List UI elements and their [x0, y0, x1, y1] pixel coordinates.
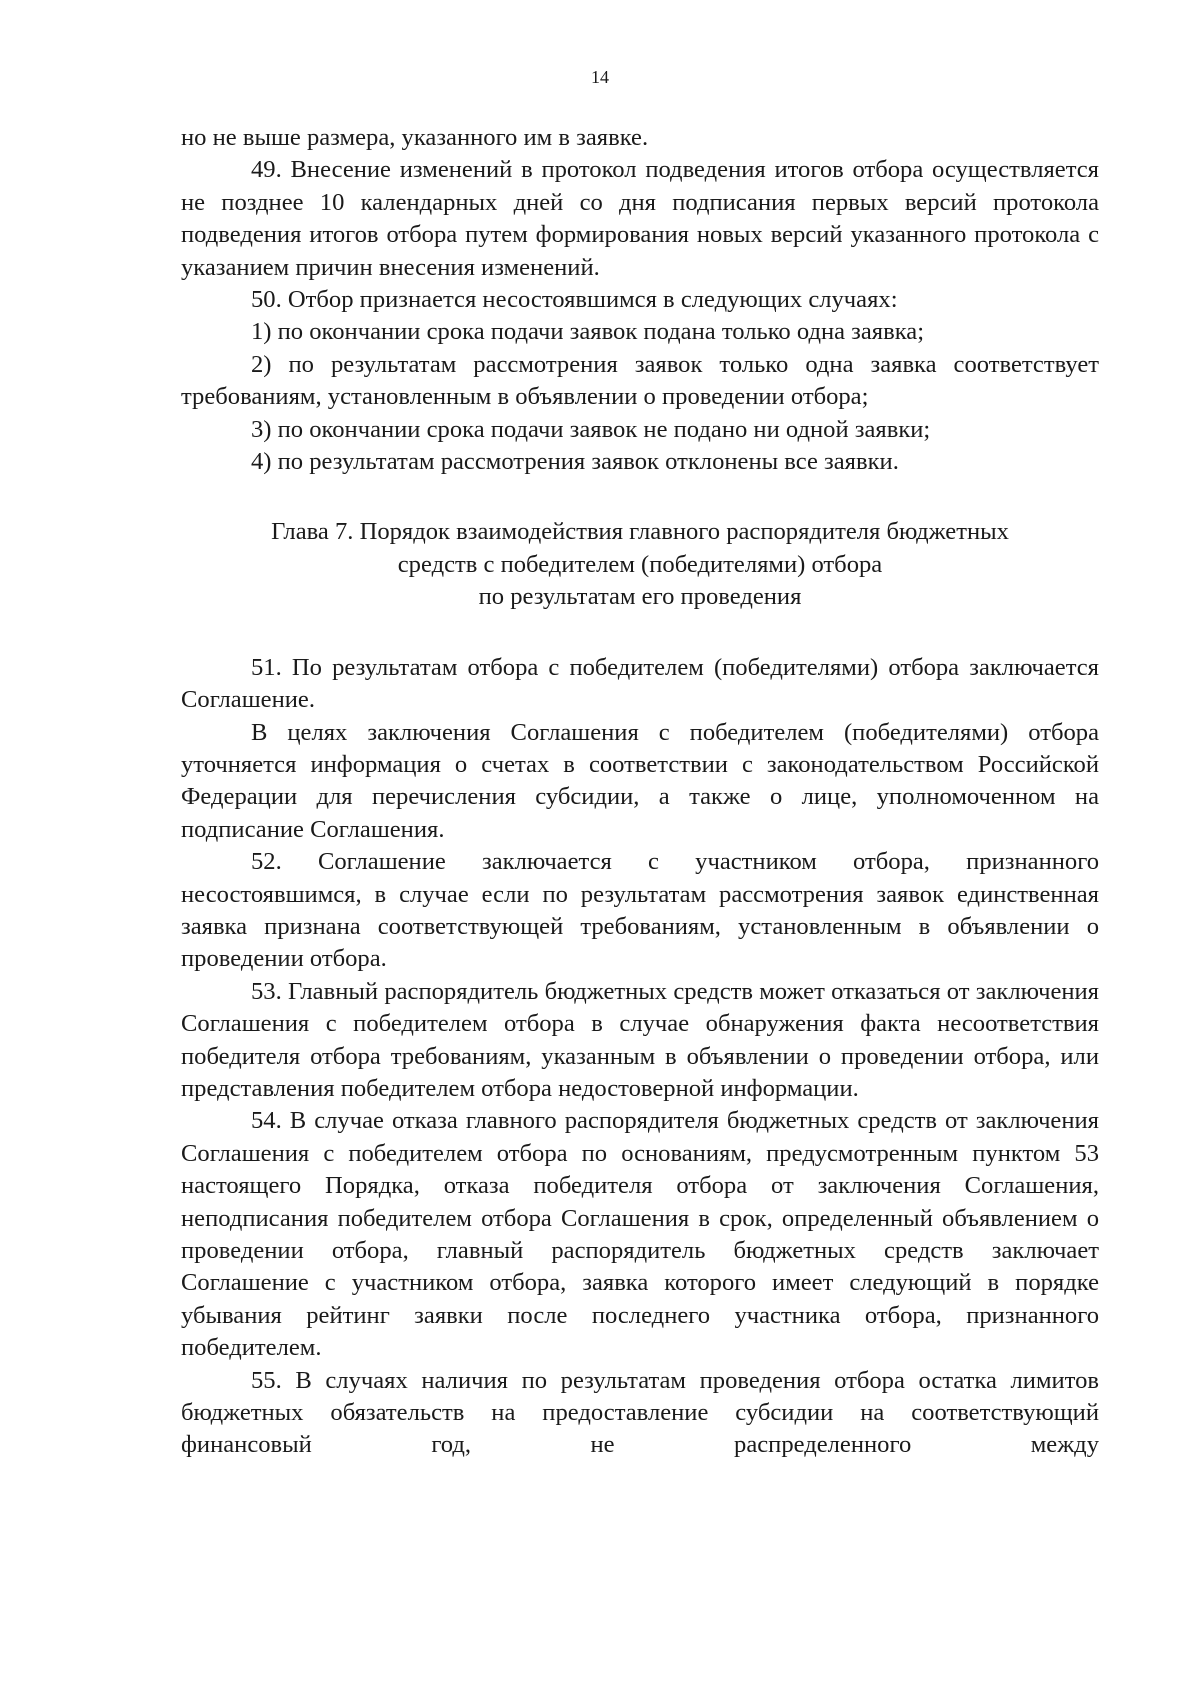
chapter-heading-line: Глава 7. Порядок взаимодействия главного распорядителя бюджетных	[271, 518, 1009, 546]
list-item-1: 1) по окончании срока подачи заявок подана только одна заявка;	[251, 318, 925, 346]
paragraphs-bottom	[181, 652, 1099, 1462]
paragraph: но не выше размера, указанного им в заявке.	[181, 124, 649, 151]
list-item-4: 4) по результатам рассмотрения заявок отклонены все заявки.	[251, 448, 899, 476]
paragraph-51: 51. По результатам отбора с победителем (победителями) отбора заключается Соглашение.	[181, 653, 1099, 714]
chapter-heading-line: по результатам его проведения	[478, 583, 802, 611]
paragraph-55: 55. В случаях наличия по результатам проведения отбора остатка лимитов бюджетных обязательств на предоставление субсидии на соответствующий финансовый год, не распределенного между	[181, 1366, 1099, 1459]
page-number: 14	[591, 67, 609, 87]
list-item-2: 2) по результатам рассмотрения заявок только одна заявка соответствует требованиям, установленным в объявлении о проведении отбора;	[181, 350, 1099, 411]
paragraph: В целях заключения Соглашения с победителем (победителями) отбора уточняется информация о счетах в соответствии с законодательством Российской Федерации для перечисления субсидии, а также о лице, уполномоченном на подписание Соглашения.	[181, 718, 1099, 843]
document-body	[181, 122, 1099, 1462]
paragraph-53: 53. Главный распорядитель бюджетных средств может отказаться от заключения Соглашения с победителем отбора в случае обнаружения факта несоответствия победителя отбора требованиям, указанным в объявлении о проведении отбора, или представления победителем отбора недостоверной информации.	[181, 977, 1099, 1102]
paragraph-49: 49. Внесение изменений в протокол подведения итогов отбора осуществляется не позднее 10 календарных дней со дня подписания первых версий протокола подведения итогов отбора путем формирования новых версий указанного протокола с указанием причин внесения изменений.	[181, 156, 1099, 281]
paragraph-54: 54. В случае отказа главного распорядителя бюджетных средств от заключения Соглашения с победителем отбора по основаниям, предусмотренным пунктом 53 настоящего Порядка, отказа победителя отбора от заключения Соглашения, неподписания победителем отбора Соглашения в срок, определенный объявлением о проведении отбора, главный распорядитель бюджетных средств заключает Соглашение с участником отбора, заявка которого имеет следующий в порядке убывания рейтинг заявки после последнего участника отбора, признанного победителем.	[181, 1107, 1099, 1362]
paragraph-50: 50. Отбор признается несостоявшимся в следующих случаях:	[251, 286, 898, 314]
list-item-3: 3) по окончании срока подачи заявок не подано ни одной заявки;	[251, 415, 931, 443]
paragraph-52: 52. Соглашение заключается с участником отбора, признанного несостоявшимся, в случае если по результатам рассмотрения заявок единственная заявка признана соответствующей требованиям, установленным в объявлении о проведении отбора.	[181, 848, 1099, 973]
paragraphs-top	[181, 122, 1099, 478]
chapter-heading	[181, 516, 1099, 613]
chapter-heading-line: средств с победителем (победителями) отбора	[397, 550, 883, 578]
